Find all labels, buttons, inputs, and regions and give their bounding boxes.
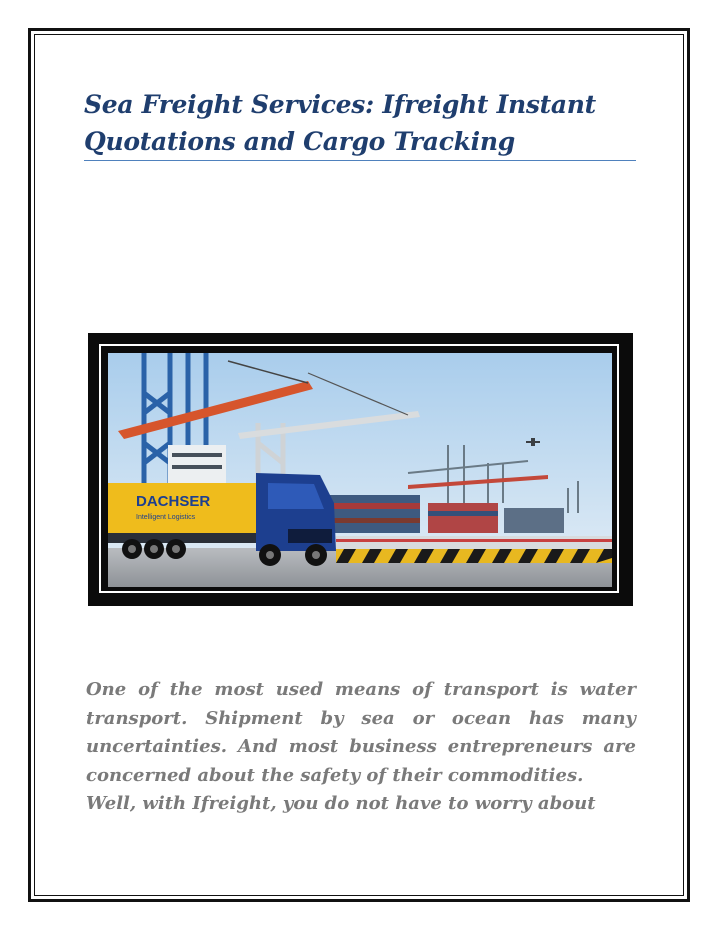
title-underline (84, 160, 636, 161)
intro-paragraph (86, 676, 636, 819)
truck-tagline: Intelligent Logistics (136, 514, 196, 521)
intro-paragraph-last-line: Well, with Ifreight, you do not have to worry about (86, 793, 596, 814)
hazard-barrier (336, 536, 612, 563)
intro-paragraph-justified: One of the most used means of transport is water transport. Shipment by sea or ocean has many uncertainties. And most business entrepreneurs are concerned about the safety of their commodities. (86, 679, 636, 786)
port-photo (108, 353, 612, 587)
page-title: Sea Freight Services: Ifreight Instant Quotations and Cargo Tracking (84, 90, 596, 156)
truck-brand: DACHSER (136, 493, 211, 510)
